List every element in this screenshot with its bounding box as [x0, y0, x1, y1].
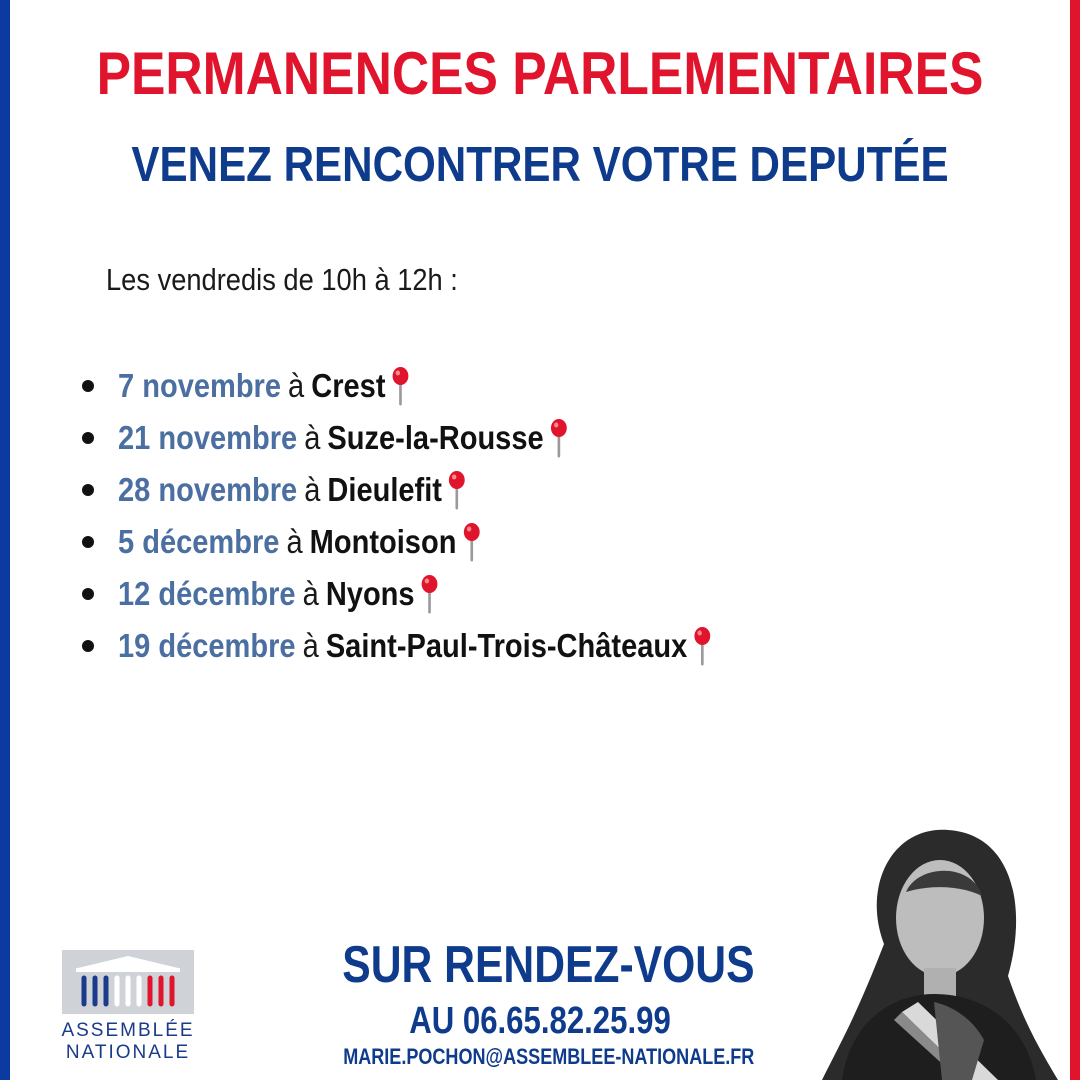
schedule-item — [82, 568, 793, 620]
map-pin-icon — [447, 470, 466, 510]
map-pin-icon — [462, 522, 481, 562]
right-red-stripe — [1070, 0, 1080, 1080]
appointment-heading: SUR RENDEZ-VOUS — [342, 936, 755, 994]
bullet-icon — [82, 536, 94, 548]
bullet-icon — [82, 380, 94, 392]
bullet-icon — [82, 432, 94, 444]
schedule-separator: à — [288, 367, 305, 404]
schedule-item — [82, 516, 793, 568]
schedule-list — [82, 360, 793, 672]
schedule-date: 12 décembre — [118, 575, 296, 612]
bullet-icon — [82, 640, 94, 652]
schedule-separator: à — [286, 523, 303, 560]
schedule-date: 5 décembre — [118, 523, 280, 560]
schedule-date: 28 novembre — [118, 471, 298, 508]
schedule-separator: à — [304, 419, 321, 456]
schedule-town: Crest — [311, 367, 386, 404]
schedule-town: Suze-la-Rousse — [327, 419, 544, 456]
schedule-item — [82, 412, 793, 464]
schedule-separator: à — [302, 627, 319, 664]
logo-label — [58, 1020, 198, 1064]
map-pin-icon — [420, 574, 439, 614]
map-pin-icon — [391, 366, 410, 406]
page-title: PERMANENCES PARLEMENTAIRES — [96, 40, 984, 107]
schedule-separator: à — [302, 575, 319, 612]
phone-number: AU 06.65.82.25.99 — [409, 1000, 671, 1042]
left-blue-stripe — [0, 0, 10, 1080]
schedule-separator: à — [304, 471, 321, 508]
logo-label-line1: ASSEMBLÉE — [61, 1020, 195, 1041]
schedule-item — [82, 620, 793, 672]
schedule-town: Montoison — [309, 523, 457, 560]
page-subtitle: VENEZ RENCONTRER VOTRE DEPUTÉE — [131, 138, 949, 192]
logo-label-line2: NATIONALE — [65, 1042, 191, 1063]
map-pin-icon — [549, 418, 568, 458]
deputy-portrait — [822, 826, 1058, 1080]
schedule-town: Nyons — [325, 575, 415, 612]
schedule-item — [82, 464, 793, 516]
schedule-date: 21 novembre — [118, 419, 298, 456]
schedule-intro: Les vendredis de 10h à 12h : — [106, 262, 458, 297]
schedule-date: 7 novembre — [118, 367, 282, 404]
map-pin-icon — [693, 626, 712, 666]
bullet-icon — [82, 484, 94, 496]
email-address[interactable]: MARIE.POCHON@ASSEMBLEE-NATIONALE.FR — [343, 1044, 755, 1069]
bullet-icon — [82, 588, 94, 600]
schedule-town: Dieulefit — [327, 471, 442, 508]
schedule-town: Saint-Paul-Trois-Châteaux — [325, 627, 688, 664]
schedule-date: 19 décembre — [118, 627, 296, 664]
schedule-item — [82, 360, 793, 412]
